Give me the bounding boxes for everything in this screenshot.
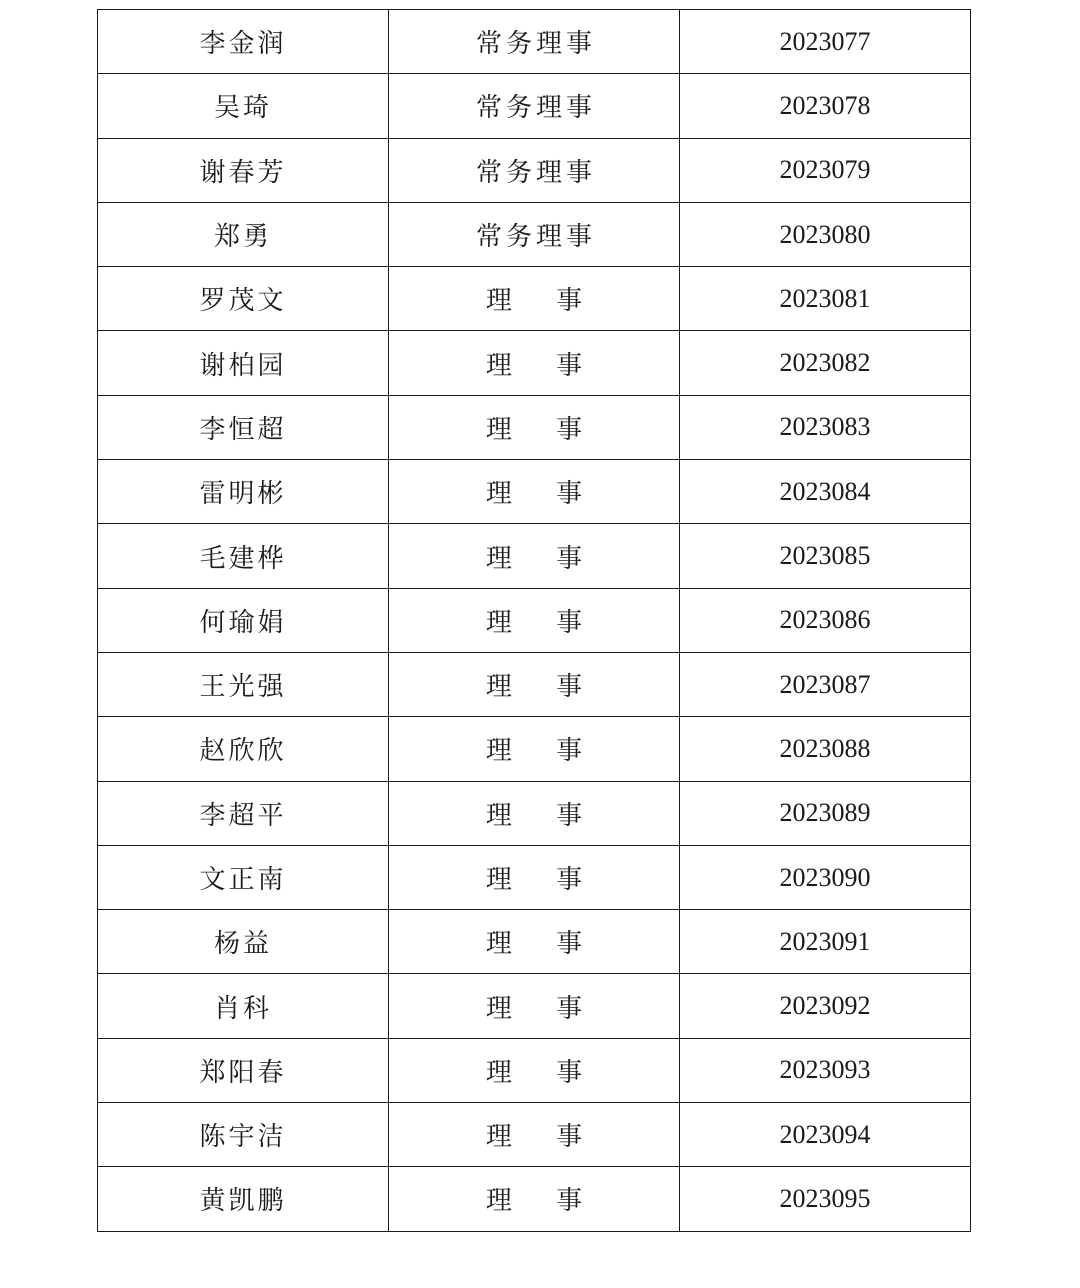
member-id: 2023095 bbox=[779, 1183, 871, 1213]
member-name: 杨益 bbox=[213, 929, 272, 960]
member-role: 理 事 bbox=[485, 672, 601, 703]
member-id: 2023077 bbox=[779, 26, 871, 56]
member-name: 毛建桦 bbox=[199, 543, 287, 574]
table-row bbox=[98, 395, 971, 459]
id-cell bbox=[680, 781, 971, 845]
member-id: 2023086 bbox=[779, 605, 871, 635]
role-cell bbox=[389, 717, 680, 781]
name-cell bbox=[98, 138, 389, 202]
name-cell bbox=[98, 781, 389, 845]
role-cell bbox=[389, 1038, 680, 1102]
member-role: 常务理事 bbox=[475, 157, 596, 188]
member-id: 2023085 bbox=[779, 541, 871, 571]
role-cell bbox=[389, 10, 680, 74]
role-cell bbox=[389, 652, 680, 716]
member-id: 2023091 bbox=[779, 926, 871, 956]
id-cell bbox=[680, 588, 971, 652]
member-role: 理 事 bbox=[485, 479, 601, 510]
member-role: 理 事 bbox=[485, 929, 601, 960]
table-row bbox=[98, 524, 971, 588]
id-cell bbox=[680, 845, 971, 909]
member-table-body bbox=[98, 10, 971, 1232]
role-cell bbox=[389, 974, 680, 1038]
member-id: 2023094 bbox=[779, 1119, 871, 1149]
name-cell bbox=[98, 10, 389, 74]
member-role: 理 事 bbox=[485, 350, 601, 381]
table-row bbox=[98, 845, 971, 909]
table-row bbox=[98, 717, 971, 781]
name-cell bbox=[98, 974, 389, 1038]
member-id: 2023084 bbox=[779, 476, 871, 506]
member-name: 王光强 bbox=[199, 672, 287, 703]
table-row bbox=[98, 1167, 971, 1231]
table-row bbox=[98, 1103, 971, 1167]
member-id: 2023078 bbox=[779, 90, 871, 120]
table-row bbox=[98, 781, 971, 845]
id-cell bbox=[680, 202, 971, 266]
id-cell bbox=[680, 652, 971, 716]
table-row bbox=[98, 974, 971, 1038]
member-role: 理 事 bbox=[485, 1186, 601, 1217]
role-cell bbox=[389, 460, 680, 524]
name-cell bbox=[98, 395, 389, 459]
role-cell bbox=[389, 395, 680, 459]
member-id: 2023093 bbox=[779, 1055, 871, 1085]
member-id: 2023081 bbox=[779, 283, 871, 313]
member-role: 理 事 bbox=[485, 286, 601, 317]
role-cell bbox=[389, 588, 680, 652]
member-id: 2023087 bbox=[779, 669, 871, 699]
role-cell bbox=[389, 524, 680, 588]
role-cell bbox=[389, 910, 680, 974]
member-name: 雷明彬 bbox=[199, 479, 287, 510]
name-cell bbox=[98, 1167, 389, 1231]
member-name: 吴琦 bbox=[213, 93, 272, 124]
member-role: 理 事 bbox=[485, 865, 601, 895]
id-cell bbox=[680, 10, 971, 74]
member-name: 何瑜娟 bbox=[199, 607, 287, 638]
table-row bbox=[98, 652, 971, 716]
member-name: 李金润 bbox=[199, 29, 287, 60]
member-id: 2023089 bbox=[779, 798, 871, 828]
id-cell bbox=[680, 910, 971, 974]
role-cell bbox=[389, 331, 680, 395]
name-cell bbox=[98, 717, 389, 781]
member-id: 2023079 bbox=[779, 155, 871, 185]
role-cell bbox=[389, 267, 680, 331]
table-row bbox=[98, 10, 971, 74]
name-cell bbox=[98, 652, 389, 716]
table-row bbox=[98, 138, 971, 202]
id-cell bbox=[680, 460, 971, 524]
member-role: 常务理事 bbox=[475, 222, 596, 253]
member-role: 理 事 bbox=[485, 1057, 601, 1088]
member-name: 谢春芳 bbox=[199, 157, 287, 188]
member-role: 理 事 bbox=[485, 607, 601, 638]
role-cell bbox=[389, 1103, 680, 1167]
id-cell bbox=[680, 1038, 971, 1102]
member-role: 理 事 bbox=[485, 736, 601, 767]
name-cell bbox=[98, 910, 389, 974]
name-cell bbox=[98, 1103, 389, 1167]
member-role: 常务理事 bbox=[475, 93, 596, 124]
table-row bbox=[98, 202, 971, 266]
name-cell bbox=[98, 202, 389, 266]
id-cell bbox=[680, 717, 971, 781]
name-cell bbox=[98, 524, 389, 588]
member-role: 理 事 bbox=[485, 543, 601, 574]
role-cell bbox=[389, 74, 680, 138]
name-cell bbox=[98, 267, 389, 331]
role-cell bbox=[389, 845, 680, 909]
id-cell bbox=[680, 1103, 971, 1167]
id-cell bbox=[680, 395, 971, 459]
id-cell bbox=[680, 1167, 971, 1231]
member-name: 郑阳春 bbox=[199, 1057, 287, 1088]
id-cell bbox=[680, 74, 971, 138]
role-cell bbox=[389, 138, 680, 202]
member-table bbox=[97, 9, 971, 1232]
member-id: 2023088 bbox=[779, 733, 871, 763]
table-row bbox=[98, 588, 971, 652]
member-name: 陈宇洁 bbox=[199, 1122, 287, 1153]
name-cell bbox=[98, 1038, 389, 1102]
id-cell bbox=[680, 138, 971, 202]
member-name: 郑勇 bbox=[213, 222, 272, 253]
table-row bbox=[98, 460, 971, 524]
role-cell bbox=[389, 1167, 680, 1231]
name-cell bbox=[98, 460, 389, 524]
table-row bbox=[98, 331, 971, 395]
member-id: 2023080 bbox=[779, 219, 871, 249]
role-cell bbox=[389, 781, 680, 845]
member-id: 2023082 bbox=[779, 348, 871, 378]
member-name: 李恒超 bbox=[199, 414, 287, 445]
table-row bbox=[98, 910, 971, 974]
member-name: 文正南 bbox=[199, 865, 287, 895]
member-name: 谢柏园 bbox=[199, 350, 287, 381]
name-cell bbox=[98, 331, 389, 395]
member-role: 常务理事 bbox=[475, 29, 596, 60]
id-cell bbox=[680, 524, 971, 588]
member-name: 李超平 bbox=[199, 800, 287, 831]
member-name: 肖科 bbox=[213, 993, 272, 1024]
member-role: 理 事 bbox=[485, 800, 601, 831]
role-cell bbox=[389, 202, 680, 266]
member-name: 赵欣欣 bbox=[199, 736, 287, 767]
id-cell bbox=[680, 331, 971, 395]
member-id: 2023083 bbox=[779, 412, 871, 442]
name-cell bbox=[98, 588, 389, 652]
member-role: 理 事 bbox=[485, 414, 601, 445]
member-id: 2023090 bbox=[779, 862, 871, 892]
name-cell bbox=[98, 74, 389, 138]
table-row bbox=[98, 1038, 971, 1102]
table-row bbox=[98, 74, 971, 138]
name-cell bbox=[98, 845, 389, 909]
member-role: 理 事 bbox=[485, 1122, 601, 1153]
id-cell bbox=[680, 267, 971, 331]
table-row bbox=[98, 267, 971, 331]
id-cell bbox=[680, 974, 971, 1038]
member-name: 罗茂文 bbox=[199, 286, 287, 317]
member-id: 2023092 bbox=[779, 991, 871, 1021]
member-name: 黄凯鹏 bbox=[199, 1186, 287, 1217]
member-role: 理 事 bbox=[485, 993, 601, 1024]
